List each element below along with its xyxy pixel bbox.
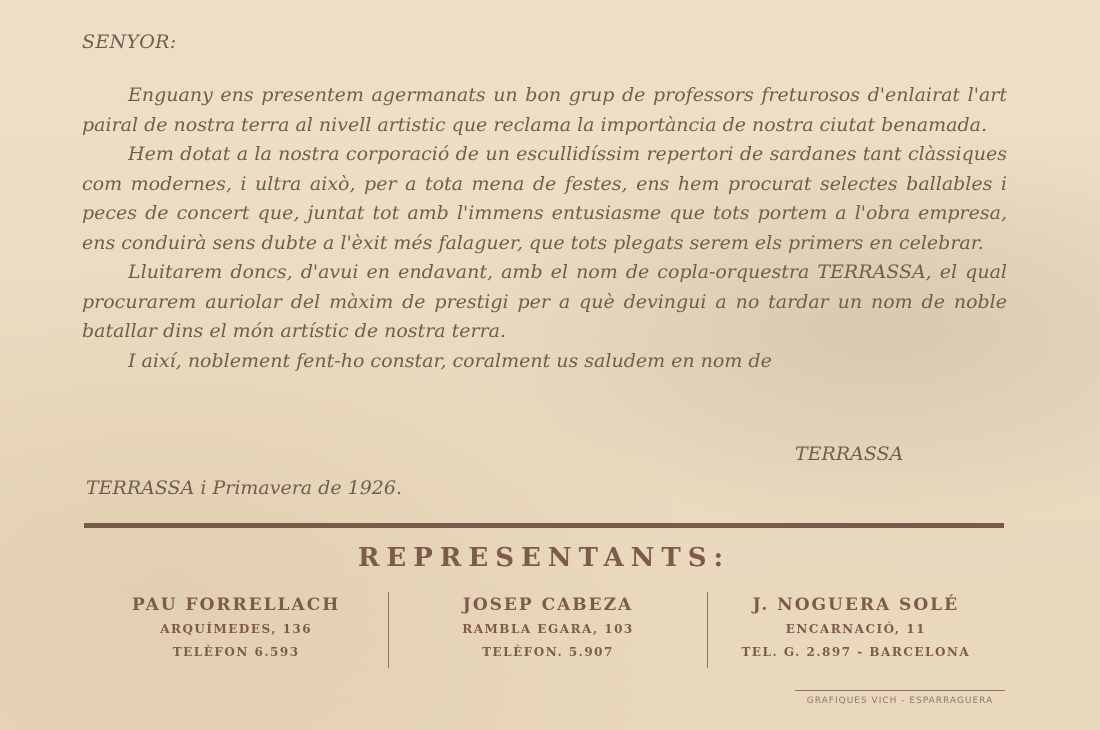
paragraph-4: I així, noblement fent-ho constar, coralment us saludem en nom de [128,349,772,372]
representative-name: JOSEP CABEZA [462,595,634,615]
representative-address: ENCARNACIÓ, 11 [785,622,926,636]
representative-1 [84,592,388,668]
paragraph-3: Lluitarem doncs, d'avui en endavant, amb el nom de copla-orquestra TERRASSA, el qual procurarem auriolar del màxim de prestigi per a què devingui a no tardar un nom de noble batallar dins el món artístic de nostra terra. [82,261,1007,342]
divider-rule [84,523,1004,528]
representatives-title: REPRESENTANTS: [357,543,731,573]
representative-2 [388,592,707,668]
place-date: TERRASSA i Primavera de 1926. [86,477,403,499]
representative-3 [708,592,1004,668]
signature: TERRASSA [795,443,904,465]
letter-body [82,28,1007,376]
representatives-list [84,592,1004,668]
representative-name: J. NOGUERA SOLÉ [752,595,960,615]
paragraph-1: Enguany ens presentem agermanats un bon grup de professors freturosos d'enlairat l'art pairal de nostra terra al nivell artistic que reclama la importància de nostra ciutat benamada. [82,84,1007,136]
printer-imprint: GRAFIQUES VICH - ESPARRAGUERA [806,696,994,706]
representative-phone: TELÈFON 6.593 [172,645,300,659]
printer-rule [795,690,1005,691]
representative-name: PAU FORRELLACH [132,595,341,615]
representative-phone: TELÈFON. 5.907 [482,645,614,659]
representative-address: RAMBLA EGARA, 103 [462,622,634,636]
paragraph-2: Hem dotat a la nostra corporació de un escullidíssim repertori de sardanes tant clàssiques com modernes, i ultra això, per a tota mena de festes, ens hem procurat selectes ballables i peces de concert que, juntat tot amb l'immens entusiasme que tots portem a l'obra empresa, ens conduirà sens dubte a l'èxit més falaguer, que tots plegats serem els primers en celebrar. [82,143,1007,254]
representative-address: ARQUÍMEDES, 136 [160,622,313,636]
representative-phone: TEL. G. 2.897 - BARCELONA [741,645,971,659]
salutation: SENYOR: [82,31,177,53]
